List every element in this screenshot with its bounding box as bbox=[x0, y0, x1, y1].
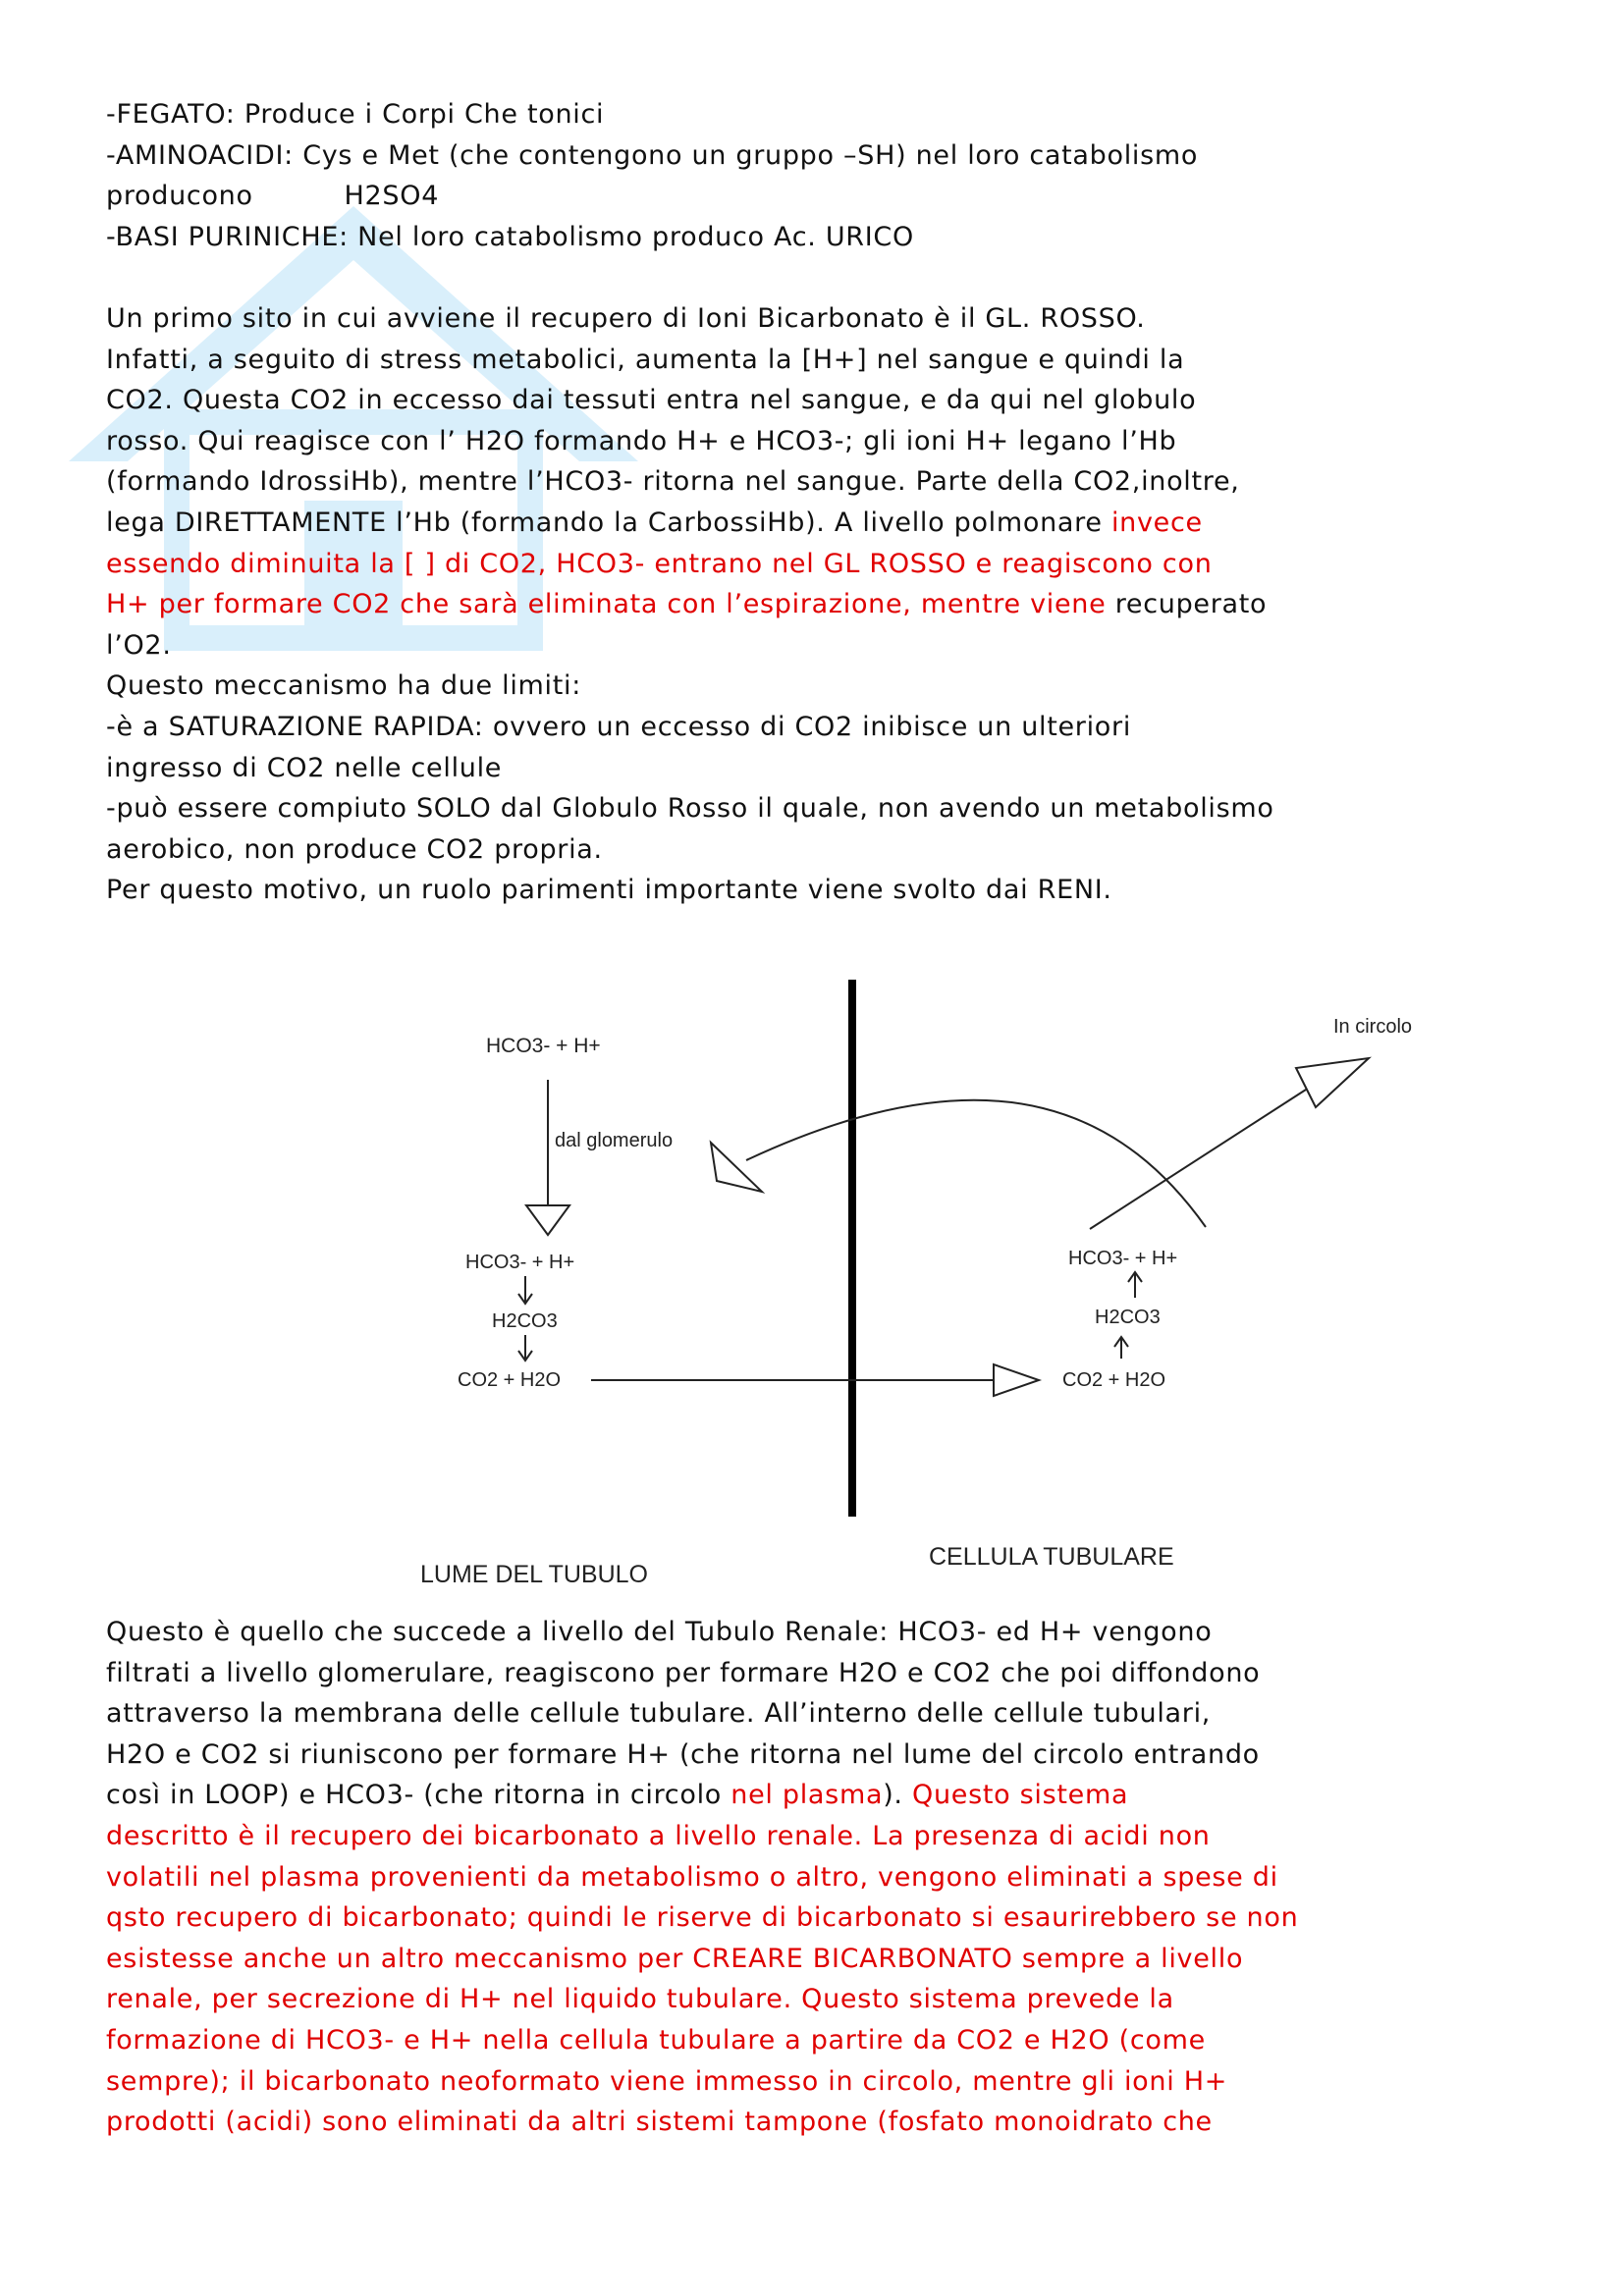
circulation-arrow-line bbox=[1090, 1090, 1306, 1229]
cell-label: CELLULA TUBULARE bbox=[929, 1543, 1174, 1571]
highlight-text: invece bbox=[1110, 507, 1203, 538]
text-line: CO2. Questa CO2 in eccesso dai tessuti entra nel sangue, e da qui nel globulo bbox=[106, 385, 1197, 416]
text-line: renale, per secrezione di H+ nel liquido tubulare. Questo sistema prevede la bbox=[106, 1984, 1174, 2015]
cell-equation-3: CO2 + H2O bbox=[1062, 1369, 1166, 1391]
text-line: essendo diminuita la [ ] di CO2, HCO3- entrano nel GL ROSSO e reagiscono con bbox=[106, 548, 1213, 579]
arrow-down-head bbox=[526, 1205, 569, 1235]
loop-arrow-head bbox=[711, 1143, 762, 1192]
lumen-label: LUME DEL TUBULO bbox=[420, 1561, 649, 1588]
diffusion-arrow-head bbox=[994, 1364, 1039, 1396]
text-line: -FEGATO: Produce i Corpi Che tonici bbox=[106, 99, 605, 130]
to-circulation-label: In circolo bbox=[1333, 1016, 1413, 1038]
highlight-text: H+ per formare CO2 che sarà eliminata con l’espirazione, mentre viene bbox=[106, 589, 1107, 620]
text-line: -AMINOACIDI: Cys e Met (che contengono un gruppo –SH) nel loro catabolismo bbox=[106, 139, 1199, 171]
circulation-arrow-head bbox=[1296, 1058, 1369, 1107]
text-line: lega DIRETTAMENTE l’Hb (formando la CarbossiHb). A livello polmonare invece bbox=[106, 507, 1203, 538]
text-line: Questo meccanismo ha due limiti: bbox=[106, 670, 582, 702]
text-line: prodotti (acidi) sono eliminati da altri sistemi tampone (fosfato monoidrato che bbox=[106, 2107, 1213, 2138]
text-line: -BASI PURINICHE: Nel loro catabolismo produco Ac. URICO bbox=[106, 221, 914, 252]
text-line: così in LOOP) e HCO3- (che ritorna in circolo nel plasma). Questo sistema bbox=[106, 1780, 1129, 1811]
text-line: qsto recupero di bicarbonato; quindi le riserve di bicarbonato si esaurirebbero se non bbox=[106, 1902, 1299, 1934]
cell-equation-1: HCO3- + H+ bbox=[1068, 1248, 1178, 1269]
text-line: H2O e CO2 si riuniscono per formare H+ (che ritorna nel lume del circolo entrando bbox=[106, 1738, 1260, 1770]
text-line: aerobico, non produce CO2 propria. bbox=[106, 833, 603, 865]
text-line: -può essere compiuto SOLO dal Globulo Rosso il quale, non avendo un metabolismo bbox=[106, 793, 1274, 825]
text-line: rosso. Qui reagisce con l’ H2O formando H+ e HCO3-; gli ioni H+ legano l’Hb bbox=[106, 425, 1177, 456]
text-line: producono H2SO4 bbox=[106, 181, 440, 212]
text-line: (formando IdrossiHb), mentre l’HCO3- ritorna nel sangue. Parte della CO2,inoltre, bbox=[106, 466, 1240, 498]
text-line: ingresso di CO2 nelle cellule bbox=[106, 752, 503, 783]
text-line: l’O2. bbox=[106, 629, 172, 661]
lumen-equation-3: CO2 + H2O bbox=[458, 1369, 562, 1391]
text-line: esistesse anche un altro meccanismo per CREARE BICARBONATO sempre a livello bbox=[106, 1943, 1244, 1974]
cell-equation-2: H2CO3 bbox=[1095, 1307, 1161, 1328]
text-line: Un primo sito in cui avviene il recupero di Ioni Bicarbonato è il GL. ROSSO. bbox=[106, 303, 1146, 334]
lumen-top-equation: HCO3- + H+ bbox=[486, 1035, 601, 1057]
text-line: Per questo motivo, un ruolo parimenti importante viene svolto dai RENI. bbox=[106, 875, 1112, 906]
loop-curve bbox=[746, 1100, 1206, 1227]
highlight-text: Questo sistema bbox=[912, 1780, 1129, 1811]
renal-tubule-diagram bbox=[0, 942, 1623, 1590]
renal-paragraph bbox=[106, 1612, 1520, 2143]
text-line: formazione di HCO3- e H+ nella cellula tubulare a partire da CO2 e H2O (come bbox=[106, 2024, 1206, 2056]
intro-list bbox=[106, 94, 1520, 257]
text-line: H+ per formare CO2 che sarà eliminata con l’espirazione, mentre viene recuperato bbox=[106, 589, 1268, 620]
text-line: filtrati a livello glomerulare, reagiscono per formare H2O e CO2 che poi diffondono bbox=[106, 1657, 1261, 1688]
red-cell-paragraph bbox=[106, 298, 1520, 911]
from-glomerulus-label: dal glomerulo bbox=[555, 1130, 674, 1151]
text-line: attraverso la membrana delle cellule tubulare. All’interno delle cellule tubulari, bbox=[106, 1698, 1212, 1730]
text-line: Infatti, a seguito di stress metabolici, aumenta la [H+] nel sangue e quindi la bbox=[106, 344, 1185, 375]
text-line: descritto è il recupero dei bicarbonato a livello renale. La presenza di acidi non bbox=[106, 1820, 1211, 1851]
lumen-equation-1: HCO3- + H+ bbox=[465, 1252, 575, 1273]
lumen-equation-2: H2CO3 bbox=[492, 1310, 558, 1332]
text-line: sempre); il bicarbonato neoformato viene immesso in circolo, mentre gli ioni H+ bbox=[106, 2065, 1228, 2097]
text-line: volatili nel plasma provenienti da metabolismo o altro, vengono eliminati a spese di bbox=[106, 1861, 1278, 1893]
highlight-text: nel plasma bbox=[730, 1780, 884, 1811]
text-line: -è a SATURAZIONE RAPIDA: ovvero un eccesso di CO2 inibisce un ulteriori bbox=[106, 711, 1132, 742]
text-line: Questo è quello che succede a livello del Tubulo Renale: HCO3- ed H+ vengono bbox=[106, 1617, 1213, 1647]
